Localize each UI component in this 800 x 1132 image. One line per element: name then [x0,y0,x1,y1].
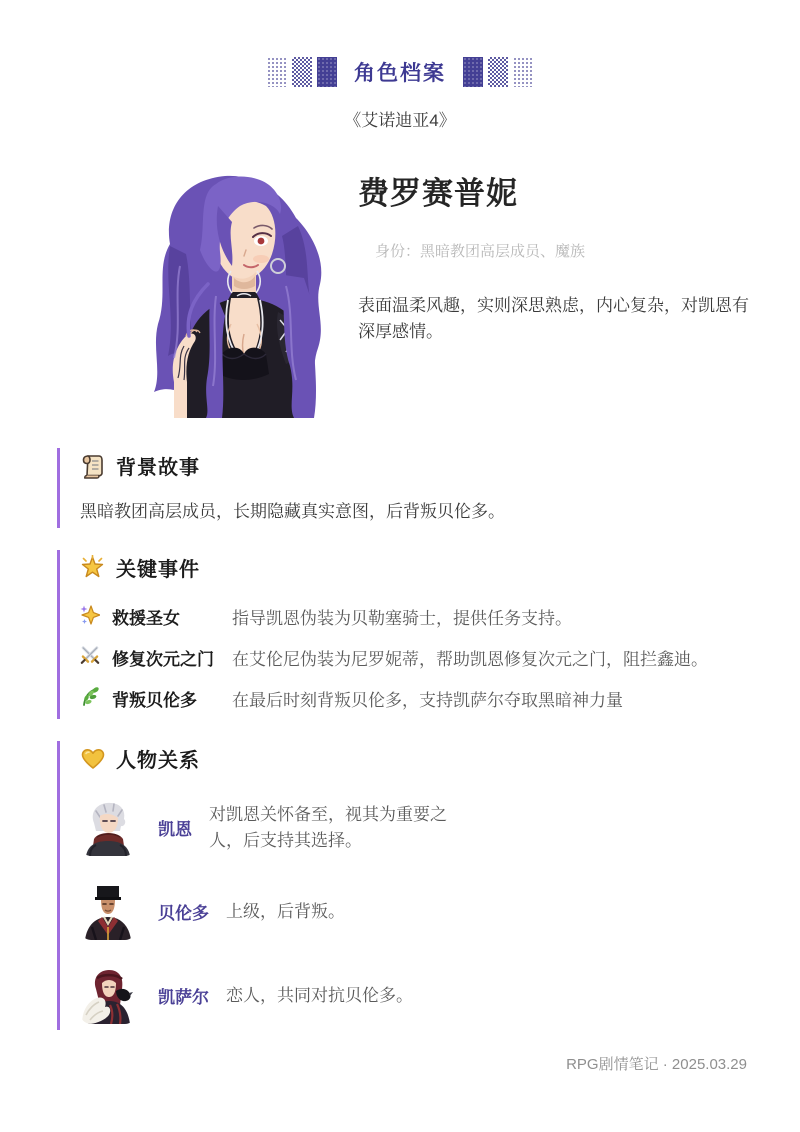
document-header [0,0,800,87]
glowing-star-icon [80,555,105,581]
game-title: 《艾诺迪亚4》 [344,111,456,130]
relation-name: 凯萨尔 [158,988,209,1007]
sparkles-icon [80,604,100,626]
character-description: 表面温柔风趣，实则深思熟虑，内心复杂，对凯恩有深厚感情。 [358,296,749,342]
event-row [80,686,745,711]
event-title: 修复次元之门 [112,650,214,669]
pixel-block-light-icon [267,57,287,87]
herb-icon [80,686,100,708]
caesar-avatar [80,967,136,1024]
relations-title: 人物关系 [116,750,200,772]
event-desc: 在艾伦尼伪装为尼罗妮蒂，帮助凯恩修复次元之门，阻拦鑫迪。 [232,650,708,669]
relation-desc: 对凯恩关怀备至，视其为重要之人，后支持其选择。 [209,805,447,850]
pixel-block-dark-icon [317,57,337,87]
event-desc: 指导凯恩伪装为贝勒塞骑士，提供任务支持。 [232,609,572,628]
event-list [80,604,745,711]
sections-container [57,448,745,1030]
background-story-header [80,451,745,480]
character-info [358,166,754,418]
yellow-heart-icon [80,746,105,772]
kain-avatar [80,799,136,856]
section-key-events [57,550,745,719]
berendo-avatar [80,883,136,940]
relation-name: 凯恩 [158,820,192,839]
background-story-body: 黑暗教团高层成员，长期隐藏真实意图，后背叛贝伦多。 [80,502,505,521]
background-story-title: 背景故事 [116,457,200,479]
relation-name: 贝伦多 [158,904,209,923]
section-relations [57,741,745,1030]
relation-list [80,799,745,1024]
relation-desc: 上级，后背叛。 [226,901,345,921]
pixel-block-medium-icon [292,57,312,87]
relations-header [80,744,745,773]
relation-row [80,883,745,940]
page-title: 角色档案 [354,62,446,85]
footer-note: RPG剧情笔记 · 2025.03.29 [566,1056,747,1073]
key-events-header [80,553,745,582]
character-hero [128,166,749,418]
purple-haired-woman-portrait [128,166,330,418]
event-title: 救援圣女 [112,609,180,628]
crossed-swords-icon [80,645,100,667]
section-background-story [57,448,745,528]
event-row [80,645,745,670]
pixel-block-light-icon [513,57,533,87]
pixel-block-medium-icon [488,57,508,87]
scroll-icon [80,453,105,479]
pixel-block-dark-icon [463,57,483,87]
key-events-title: 关键事件 [116,559,200,581]
event-row [80,604,745,629]
event-desc: 在最后时刻背叛贝伦多，支持凯萨尔夺取黑暗神力量 [232,691,623,710]
event-title: 背叛贝伦多 [112,691,197,710]
character-name: 费罗赛普妮 [358,176,518,211]
relation-row [80,967,745,1024]
relation-row [80,799,745,856]
relation-desc: 恋人，共同对抗贝伦多。 [226,985,413,1005]
character-identity: 身份：黑暗教团高层成员、魔族 [375,243,586,260]
